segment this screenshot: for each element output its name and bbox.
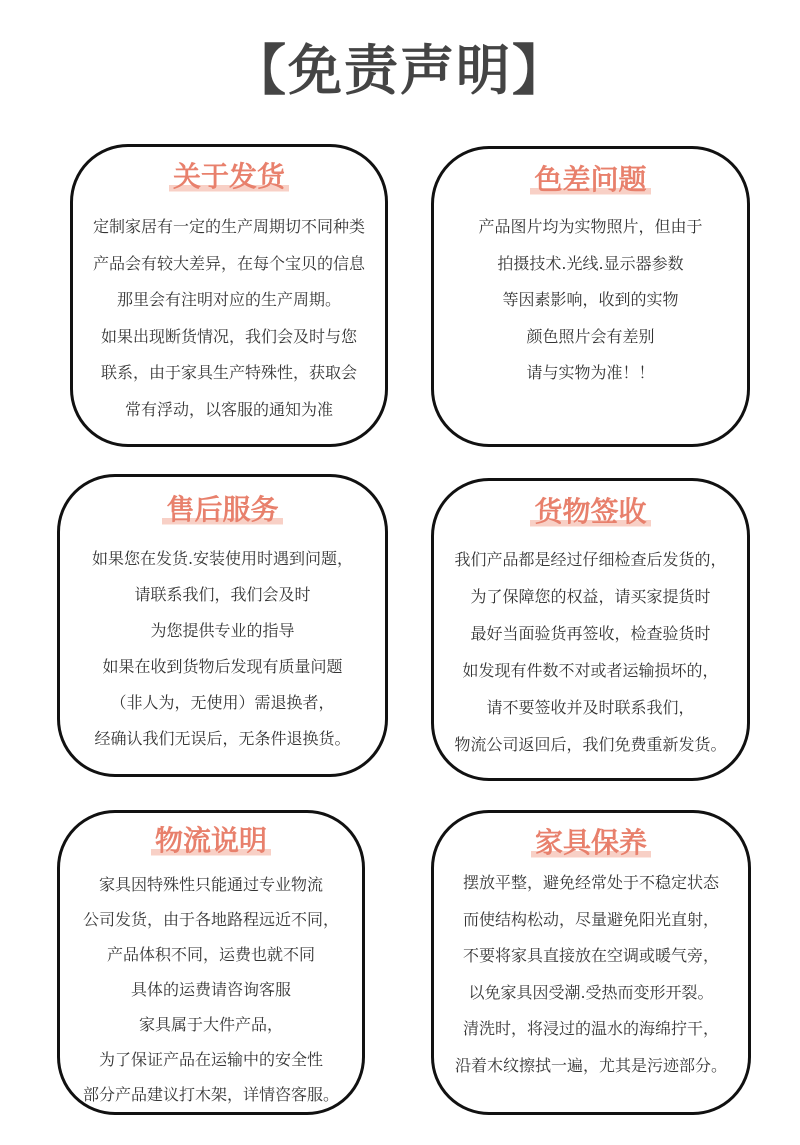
card-title-text: 家具保养 [531,825,651,861]
card-line: 为您提供专业的指导 [150,621,295,640]
card-title-text: 关于发货 [169,159,289,195]
card-line: 以免家具因受潮.受热而变形开裂。 [468,982,714,1002]
card-line: 如果出现断货情况，我们会及时与您 [100,326,357,346]
card-title-text: 货物签收 [530,494,650,530]
card-line: 产品会有较大差异，在每个宝贝的信息 [92,253,365,273]
card-line: 公司发货，由于各地路程远近不同， [82,910,339,929]
card-title-text: 物流说明 [151,823,271,859]
card-line: 那里会有注明对应的生产周期。 [116,290,341,309]
card-line: （非人为，无使用）需退换者， [110,693,335,712]
card-line: 如果您在发货.安装使用时遇到问题， [91,549,354,568]
card-line: 联系，由于家具生产特殊性，获取会 [100,363,357,382]
card-goods-receipt [431,478,750,781]
card-body [434,865,748,1084]
card-line: 最好当面验货再签收，检查验货时 [470,624,711,643]
card-body [434,541,747,763]
card-line: 我们产品都是经过仔细检查后发货的， [454,550,727,569]
card-title [434,162,747,198]
card-line: 具体的运费请咨询客服 [130,980,291,999]
card-title [73,159,385,195]
card-line: 为了保证产品在运输中的安全性 [98,1050,323,1069]
card-title [434,825,748,861]
card-line: 如发现有件数不对或者运输损坏的， [462,661,719,680]
card-body [60,867,362,1112]
card-body [73,209,385,428]
card-body [434,209,747,392]
card-shipping [70,144,388,447]
card-line: 经确认我们无误后，无条件退换货。 [94,729,351,748]
card-line: 等因素影响，收到的实物 [502,290,679,309]
card-line: 摆放平整，避免经常处于不稳定状态 [462,873,719,892]
card-body [60,541,385,757]
card-line: 请不要签收并及时联系我们， [486,698,695,717]
card-after-sales [57,474,388,777]
page-title: 【免责声明】 [232,39,568,102]
card-line: 产品图片均为实物照片，但由于 [478,217,703,236]
card-line: 为了保障您的权益，请买家提货时 [470,587,711,606]
card-line: 常有浮动，以客服的通知为准 [124,399,333,419]
card-line: 产品体积不同，运费也就不同 [106,945,315,964]
card-furniture-care [431,810,751,1115]
card-color-difference [431,146,750,447]
card-line: 部分产品建议打木架，详情咨客服。 [82,1085,339,1104]
card-title-text: 售后服务 [162,492,282,528]
card-title [60,492,385,528]
card-line: 物流公司返回后，我们免费重新发货。 [454,735,727,754]
card-title [60,823,362,859]
card-line: 沿着木纹擦拭一遍，尤其是污迹部分。 [454,1055,727,1075]
card-line: 定制家居有一定的生产周期切不同种类 [92,217,365,236]
card-line: 不要将家具直接放在空调或暖气旁， [462,946,719,965]
card-line: 请与实物为准！！ [526,363,655,382]
card-line: 颜色照片会有差别 [526,326,655,346]
card-line: 家具因特殊性只能通过专业物流 [98,875,323,894]
card-title [434,494,747,530]
card-line: 如果在收到货物后发现有质量问题 [102,657,343,676]
card-line: 而使结构松动，尽量避免阳光直射， [462,909,719,929]
card-line: 拍摄技术.光线.显示器参数 [497,253,684,273]
card-title-text: 色差问题 [530,162,650,198]
card-logistics [57,810,365,1115]
card-line: 请联系我们，我们会及时 [134,585,311,604]
card-line: 家具属于大件产品， [138,1015,283,1034]
card-line: 清洗时，将浸过的温水的海绵拧干， [462,1019,719,1038]
